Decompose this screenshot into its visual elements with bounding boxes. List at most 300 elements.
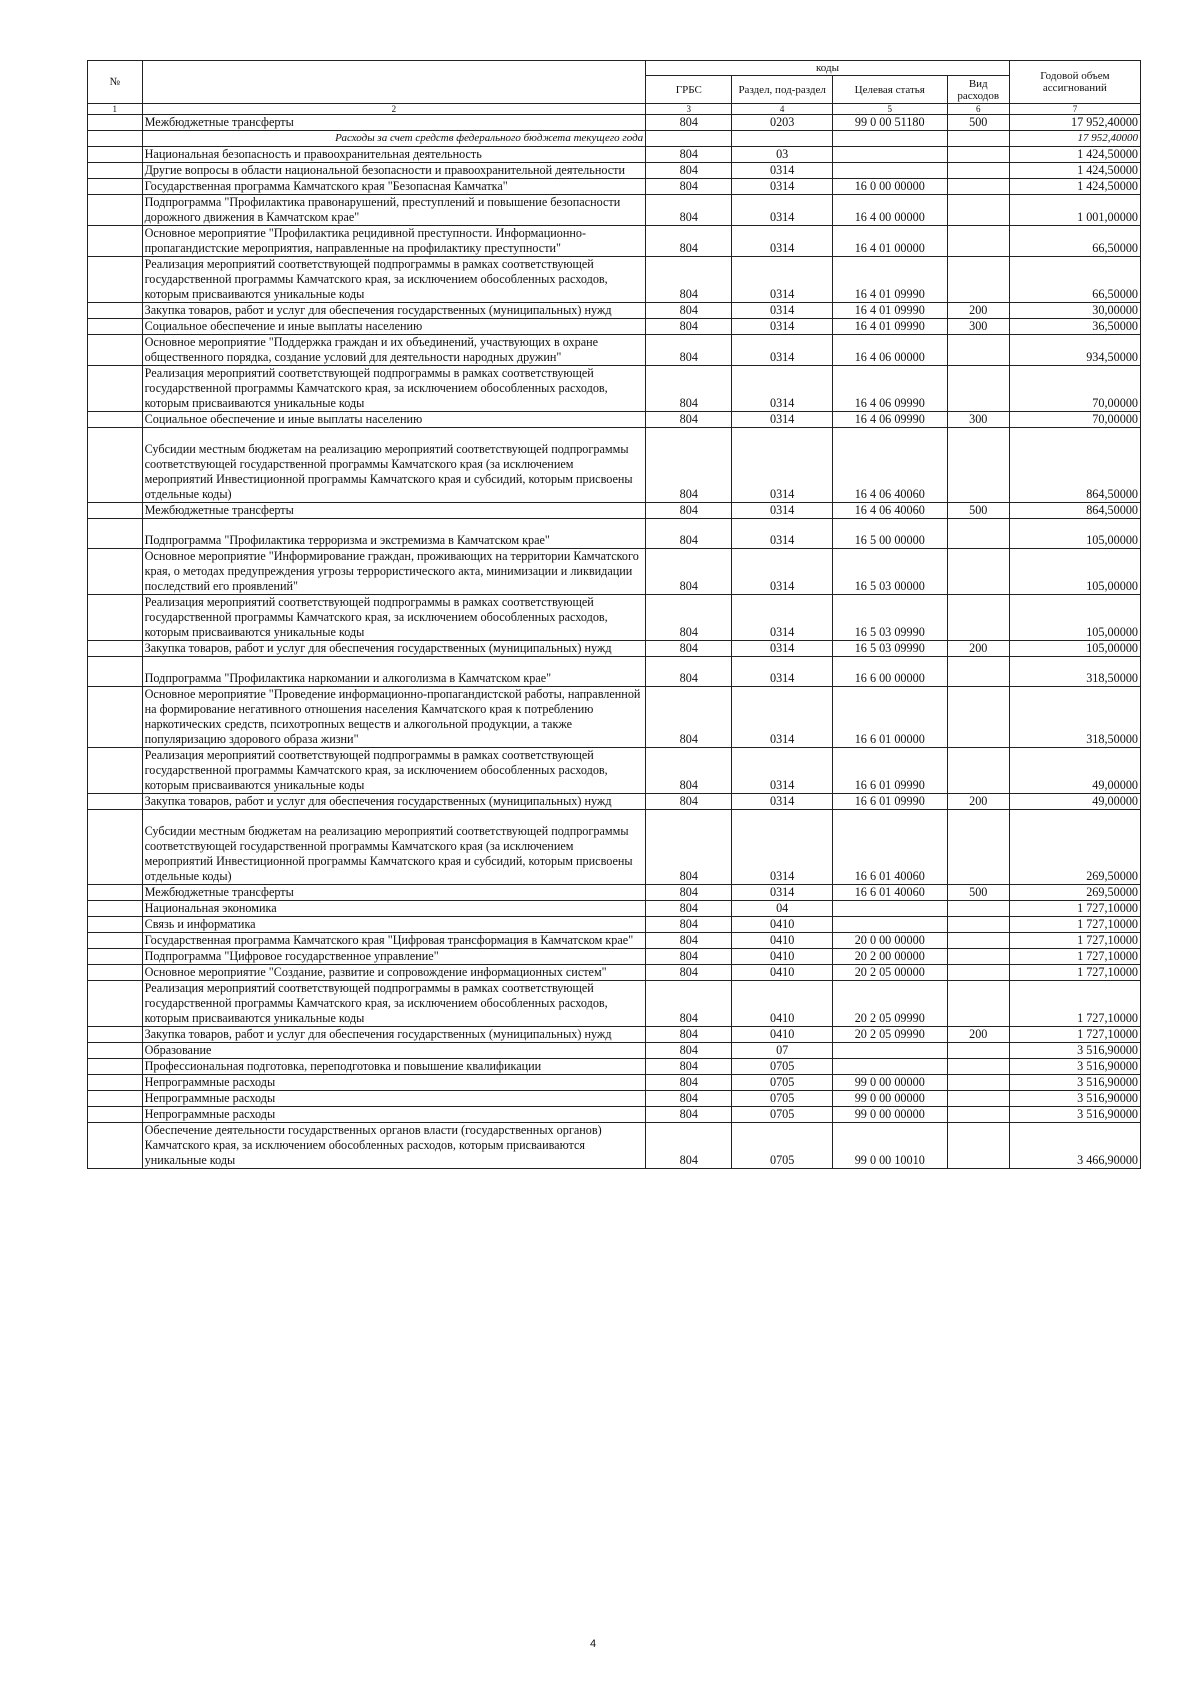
row-grbs-cell: 804 bbox=[646, 549, 732, 595]
row-number-cell bbox=[88, 319, 143, 335]
row-type-cell bbox=[947, 810, 1009, 885]
row-name-cell: Непрограммные расходы bbox=[142, 1091, 646, 1107]
row-name-cell: Социальное обеспечение и иные выплаты населению bbox=[142, 319, 646, 335]
header-amount: Годовой объем ассигнований bbox=[1009, 61, 1140, 104]
row-amount-cell: 269,50000 bbox=[1009, 810, 1140, 885]
column-number: 7 bbox=[1009, 104, 1140, 115]
row-name-cell: Реализация мероприятий соответствующей подпрограммы в рамках соответствующей государственной программы Камчатского края, за исключением обособленных расходов, которым присваиваются уникальные коды bbox=[142, 595, 646, 641]
row-target-cell: 16 4 01 09990 bbox=[832, 303, 947, 319]
row-section-cell: 0314 bbox=[732, 549, 832, 595]
row-grbs-cell: 804 bbox=[646, 519, 732, 549]
column-number: 6 bbox=[947, 104, 1009, 115]
table-row bbox=[88, 257, 1141, 303]
table-row bbox=[88, 794, 1141, 810]
row-number-cell bbox=[88, 1027, 143, 1043]
row-amount-cell: 3 516,90000 bbox=[1009, 1075, 1140, 1091]
row-name-cell: Государственная программа Камчатского края "Безопасная Камчатка" bbox=[142, 179, 646, 195]
row-target-cell: 16 6 01 40060 bbox=[832, 885, 947, 901]
row-number-cell bbox=[88, 428, 143, 503]
row-target-cell: 99 0 00 00000 bbox=[832, 1107, 947, 1123]
row-section-cell: 0314 bbox=[732, 366, 832, 412]
row-type-cell bbox=[947, 1075, 1009, 1091]
row-grbs-cell: 804 bbox=[646, 163, 732, 179]
row-amount-cell: 30,00000 bbox=[1009, 303, 1140, 319]
row-grbs-cell: 804 bbox=[646, 1107, 732, 1123]
row-section-cell: 04 bbox=[732, 901, 832, 917]
row-number-cell bbox=[88, 1091, 143, 1107]
row-number-cell bbox=[88, 1075, 143, 1091]
row-target-cell: 16 4 06 40060 bbox=[832, 503, 947, 519]
row-amount-cell: 105,00000 bbox=[1009, 549, 1140, 595]
row-amount-cell: 17 952,40000 bbox=[1009, 115, 1140, 131]
row-grbs-cell: 804 bbox=[646, 965, 732, 981]
table-row bbox=[88, 810, 1141, 885]
row-amount-cell: 3 516,90000 bbox=[1009, 1091, 1140, 1107]
row-target-cell: 16 6 00 00000 bbox=[832, 657, 947, 687]
row-amount-cell: 318,50000 bbox=[1009, 687, 1140, 748]
row-name-cell: Подпрограмма "Цифровое государственное управление" bbox=[142, 949, 646, 965]
row-amount-cell: 17 952,40000 bbox=[1009, 131, 1140, 147]
row-section-cell: 0705 bbox=[732, 1075, 832, 1091]
row-number-cell bbox=[88, 163, 143, 179]
row-amount-cell: 864,50000 bbox=[1009, 503, 1140, 519]
row-section-cell: 0314 bbox=[732, 163, 832, 179]
row-target-cell bbox=[832, 131, 947, 147]
row-type-cell bbox=[947, 519, 1009, 549]
column-number-row bbox=[88, 104, 1141, 115]
row-grbs-cell: 804 bbox=[646, 303, 732, 319]
row-amount-cell: 318,50000 bbox=[1009, 657, 1140, 687]
row-grbs-cell: 804 bbox=[646, 257, 732, 303]
row-name-cell: Социальное обеспечение и иные выплаты населению bbox=[142, 412, 646, 428]
row-target-cell: 16 6 01 09990 bbox=[832, 748, 947, 794]
row-section-cell: 0410 bbox=[732, 949, 832, 965]
row-type-cell bbox=[947, 1059, 1009, 1075]
row-type-cell bbox=[947, 933, 1009, 949]
row-target-cell: 99 0 00 10010 bbox=[832, 1123, 947, 1169]
row-grbs-cell: 804 bbox=[646, 366, 732, 412]
row-type-cell bbox=[947, 257, 1009, 303]
row-grbs-cell: 804 bbox=[646, 412, 732, 428]
row-name-cell: Непрограммные расходы bbox=[142, 1107, 646, 1123]
row-amount-cell: 49,00000 bbox=[1009, 748, 1140, 794]
row-amount-cell: 1 727,10000 bbox=[1009, 949, 1140, 965]
row-amount-cell: 1 727,10000 bbox=[1009, 981, 1140, 1027]
row-section-cell: 0705 bbox=[732, 1091, 832, 1107]
row-target-cell: 16 4 00 00000 bbox=[832, 195, 947, 226]
row-amount-cell: 269,50000 bbox=[1009, 885, 1140, 901]
row-type-cell: 200 bbox=[947, 303, 1009, 319]
table-row bbox=[88, 412, 1141, 428]
row-name-cell: Реализация мероприятий соответствующей подпрограммы в рамках соответствующей государственной программы Камчатского края, за исключением обособленных расходов, которым присваиваются уникальные коды bbox=[142, 981, 646, 1027]
row-target-cell: 16 6 01 00000 bbox=[832, 687, 947, 748]
row-name-cell: Подпрограмма "Профилактика правонарушений, преступлений и повышение безопасности дорожного движения в Камчатском крае" bbox=[142, 195, 646, 226]
row-grbs-cell: 804 bbox=[646, 595, 732, 641]
row-target-cell bbox=[832, 1043, 947, 1059]
row-section-cell: 0314 bbox=[732, 195, 832, 226]
table-row bbox=[88, 949, 1141, 965]
row-target-cell: 20 2 05 00000 bbox=[832, 965, 947, 981]
row-amount-cell: 3 516,90000 bbox=[1009, 1107, 1140, 1123]
row-section-cell: 0314 bbox=[732, 641, 832, 657]
row-type-cell bbox=[947, 147, 1009, 163]
row-grbs-cell: 804 bbox=[646, 981, 732, 1027]
table-row bbox=[88, 366, 1141, 412]
row-grbs-cell: 804 bbox=[646, 810, 732, 885]
row-name-cell: Реализация мероприятий соответствующей подпрограммы в рамках соответствующей государственной программы Камчатского края, за исключением обособленных расходов, которым присваиваются уникальные коды bbox=[142, 366, 646, 412]
row-amount-cell: 1 424,50000 bbox=[1009, 179, 1140, 195]
row-section-cell: 0314 bbox=[732, 226, 832, 257]
row-amount-cell: 1 727,10000 bbox=[1009, 917, 1140, 933]
row-grbs-cell: 804 bbox=[646, 503, 732, 519]
column-number: 2 bbox=[142, 104, 646, 115]
table-row bbox=[88, 1091, 1141, 1107]
row-name-cell: Основное мероприятие "Информирование граждан, проживающих на территории Камчатского края, о методах предупреждения угрозы террористического акта, минимизации и ликвидации последствий его проявлений" bbox=[142, 549, 646, 595]
row-name-cell: Субсидии местным бюджетам на реализацию мероприятий соответствующей подпрограммы соответствующей государственной программы Камчатского края (за исключением мероприятий Инвестиционной программы Камчатского края и субсидий, которым присвоены отдельные коды) bbox=[142, 428, 646, 503]
row-section-cell: 0314 bbox=[732, 335, 832, 366]
row-target-cell: 16 4 01 09990 bbox=[832, 319, 947, 335]
row-target-cell: 16 4 06 00000 bbox=[832, 335, 947, 366]
row-type-cell: 300 bbox=[947, 319, 1009, 335]
row-name-cell: Связь и информатика bbox=[142, 917, 646, 933]
table-row bbox=[88, 549, 1141, 595]
table-row bbox=[88, 428, 1141, 503]
row-name-cell: Закупка товаров, работ и услуг для обеспечения государственных (муниципальных) нужд bbox=[142, 641, 646, 657]
row-number-cell bbox=[88, 519, 143, 549]
table-row bbox=[88, 1027, 1141, 1043]
row-name-cell: Профессиональная подготовка, переподготовка и повышение квалификации bbox=[142, 1059, 646, 1075]
row-type-cell: 500 bbox=[947, 503, 1009, 519]
column-number: 3 bbox=[646, 104, 732, 115]
row-target-cell: 20 2 05 09990 bbox=[832, 1027, 947, 1043]
row-number-cell bbox=[88, 226, 143, 257]
row-name-cell: Непрограммные расходы bbox=[142, 1075, 646, 1091]
row-number-cell bbox=[88, 641, 143, 657]
row-type-cell bbox=[947, 949, 1009, 965]
row-target-cell: 16 4 06 09990 bbox=[832, 366, 947, 412]
row-amount-cell: 1 727,10000 bbox=[1009, 1027, 1140, 1043]
row-target-cell: 99 0 00 00000 bbox=[832, 1075, 947, 1091]
row-type-cell bbox=[947, 1107, 1009, 1123]
row-number-cell bbox=[88, 965, 143, 981]
header-codes: коды bbox=[646, 61, 1010, 76]
column-number: 4 bbox=[732, 104, 832, 115]
row-grbs-cell bbox=[646, 131, 732, 147]
row-target-cell bbox=[832, 163, 947, 179]
row-section-cell: 0314 bbox=[732, 748, 832, 794]
row-section-cell: 0410 bbox=[732, 1027, 832, 1043]
row-type-cell bbox=[947, 965, 1009, 981]
row-target-cell: 16 5 00 00000 bbox=[832, 519, 947, 549]
row-type-cell: 500 bbox=[947, 885, 1009, 901]
row-name-cell: Межбюджетные трансферты bbox=[142, 503, 646, 519]
row-target-cell: 16 6 01 40060 bbox=[832, 810, 947, 885]
row-type-cell bbox=[947, 1091, 1009, 1107]
table-row bbox=[88, 641, 1141, 657]
row-target-cell: 16 4 01 00000 bbox=[832, 226, 947, 257]
table-row bbox=[88, 335, 1141, 366]
row-section-cell: 0314 bbox=[732, 810, 832, 885]
row-name-cell: Национальная экономика bbox=[142, 901, 646, 917]
row-section-cell bbox=[732, 131, 832, 147]
row-section-cell: 0314 bbox=[732, 885, 832, 901]
table-row bbox=[88, 319, 1141, 335]
row-name-cell: Основное мероприятие "Поддержка граждан и их объединений, участвующих в охране общественного порядка, создание условий для деятельности народных дружин" bbox=[142, 335, 646, 366]
header-section: Раздел, под-раздел bbox=[732, 76, 832, 104]
row-amount-cell: 1 424,50000 bbox=[1009, 147, 1140, 163]
row-number-cell bbox=[88, 981, 143, 1027]
table-row bbox=[88, 503, 1141, 519]
row-number-cell bbox=[88, 549, 143, 595]
row-section-cell: 03 bbox=[732, 147, 832, 163]
row-number-cell bbox=[88, 257, 143, 303]
row-section-cell: 0314 bbox=[732, 428, 832, 503]
row-target-cell: 16 4 01 09990 bbox=[832, 257, 947, 303]
row-name-cell: Межбюджетные трансферты bbox=[142, 115, 646, 131]
row-target-cell bbox=[832, 1059, 947, 1075]
row-number-cell bbox=[88, 810, 143, 885]
table-row bbox=[88, 1043, 1141, 1059]
row-name-cell: Подпрограмма "Профилактика наркомании и алкоголизма в Камчатском крае" bbox=[142, 657, 646, 687]
row-type-cell bbox=[947, 748, 1009, 794]
row-section-cell: 0314 bbox=[732, 503, 832, 519]
row-number-cell bbox=[88, 901, 143, 917]
page-number: 4 bbox=[590, 1638, 597, 1650]
row-type-cell bbox=[947, 595, 1009, 641]
row-grbs-cell: 804 bbox=[646, 195, 732, 226]
table-row bbox=[88, 687, 1141, 748]
row-type-cell bbox=[947, 335, 1009, 366]
row-section-cell: 0410 bbox=[732, 981, 832, 1027]
row-type-cell bbox=[947, 428, 1009, 503]
row-name-cell: Другие вопросы в области национальной безопасности и правоохранительной деятельности bbox=[142, 163, 646, 179]
row-number-cell bbox=[88, 657, 143, 687]
row-number-cell bbox=[88, 1123, 143, 1169]
row-amount-cell: 66,50000 bbox=[1009, 257, 1140, 303]
row-number-cell bbox=[88, 115, 143, 131]
row-grbs-cell: 804 bbox=[646, 179, 732, 195]
header-type: Вид расходов bbox=[947, 76, 1009, 104]
row-amount-cell: 3 466,90000 bbox=[1009, 1123, 1140, 1169]
row-grbs-cell: 804 bbox=[646, 1091, 732, 1107]
row-type-cell bbox=[947, 226, 1009, 257]
row-target-cell bbox=[832, 917, 947, 933]
table-row bbox=[88, 981, 1141, 1027]
row-amount-cell: 1 727,10000 bbox=[1009, 933, 1140, 949]
table-row bbox=[88, 595, 1141, 641]
table-row bbox=[88, 115, 1141, 131]
row-number-cell bbox=[88, 933, 143, 949]
row-section-cell: 0314 bbox=[732, 657, 832, 687]
table-row bbox=[88, 965, 1141, 981]
row-number-cell bbox=[88, 748, 143, 794]
header-name bbox=[142, 61, 646, 104]
row-target-cell bbox=[832, 147, 947, 163]
row-type-cell: 200 bbox=[947, 794, 1009, 810]
row-section-cell: 0314 bbox=[732, 319, 832, 335]
row-amount-cell: 105,00000 bbox=[1009, 641, 1140, 657]
row-type-cell bbox=[947, 1123, 1009, 1169]
row-type-cell bbox=[947, 981, 1009, 1027]
row-grbs-cell: 804 bbox=[646, 917, 732, 933]
row-amount-cell: 3 516,90000 bbox=[1009, 1059, 1140, 1075]
table-body bbox=[88, 115, 1141, 1169]
row-type-cell: 500 bbox=[947, 115, 1009, 131]
row-section-cell: 0410 bbox=[732, 965, 832, 981]
row-grbs-cell: 804 bbox=[646, 885, 732, 901]
row-amount-cell: 3 516,90000 bbox=[1009, 1043, 1140, 1059]
row-section-cell: 07 bbox=[732, 1043, 832, 1059]
row-number-cell bbox=[88, 1059, 143, 1075]
table-row bbox=[88, 917, 1141, 933]
row-target-cell: 16 4 06 09990 bbox=[832, 412, 947, 428]
table-row bbox=[88, 1075, 1141, 1091]
row-amount-cell: 66,50000 bbox=[1009, 226, 1140, 257]
row-number-cell bbox=[88, 949, 143, 965]
row-type-cell bbox=[947, 657, 1009, 687]
row-grbs-cell: 804 bbox=[646, 1123, 732, 1169]
row-target-cell: 16 5 03 09990 bbox=[832, 641, 947, 657]
row-section-cell: 0314 bbox=[732, 179, 832, 195]
row-number-cell bbox=[88, 195, 143, 226]
table-row bbox=[88, 179, 1141, 195]
row-name-cell: Образование bbox=[142, 1043, 646, 1059]
row-type-cell bbox=[947, 917, 1009, 933]
row-name-cell: Государственная программа Камчатского края "Цифровая трансформация в Камчатском крае" bbox=[142, 933, 646, 949]
table-row bbox=[88, 147, 1141, 163]
row-section-cell: 0314 bbox=[732, 257, 832, 303]
row-number-cell bbox=[88, 1107, 143, 1123]
row-grbs-cell: 804 bbox=[646, 748, 732, 794]
row-amount-cell: 1 727,10000 bbox=[1009, 965, 1140, 981]
row-amount-cell: 864,50000 bbox=[1009, 428, 1140, 503]
row-number-cell bbox=[88, 412, 143, 428]
row-number-cell bbox=[88, 1043, 143, 1059]
row-type-cell bbox=[947, 195, 1009, 226]
row-type-cell bbox=[947, 179, 1009, 195]
row-amount-cell: 36,50000 bbox=[1009, 319, 1140, 335]
row-type-cell bbox=[947, 1043, 1009, 1059]
budget-table bbox=[87, 60, 1141, 1169]
row-grbs-cell: 804 bbox=[646, 428, 732, 503]
row-section-cell: 0314 bbox=[732, 687, 832, 748]
row-number-cell bbox=[88, 147, 143, 163]
table-row bbox=[88, 1059, 1141, 1075]
row-type-cell: 300 bbox=[947, 412, 1009, 428]
row-section-cell: 0314 bbox=[732, 794, 832, 810]
row-amount-cell: 70,00000 bbox=[1009, 412, 1140, 428]
row-grbs-cell: 804 bbox=[646, 687, 732, 748]
row-number-cell bbox=[88, 885, 143, 901]
row-type-cell bbox=[947, 901, 1009, 917]
row-section-cell: 0314 bbox=[732, 519, 832, 549]
row-section-cell: 0314 bbox=[732, 412, 832, 428]
row-name-cell: Реализация мероприятий соответствующей подпрограммы в рамках соответствующей государственной программы Камчатского края, за исключением обособленных расходов, которым присваиваются уникальные коды bbox=[142, 748, 646, 794]
row-type-cell: 200 bbox=[947, 1027, 1009, 1043]
row-type-cell bbox=[947, 163, 1009, 179]
row-target-cell: 20 0 00 00000 bbox=[832, 933, 947, 949]
row-number-cell bbox=[88, 503, 143, 519]
row-target-cell: 16 0 00 00000 bbox=[832, 179, 947, 195]
row-section-cell: 0410 bbox=[732, 917, 832, 933]
row-number-cell bbox=[88, 687, 143, 748]
row-target-cell: 99 0 00 51180 bbox=[832, 115, 947, 131]
row-name-cell: Основное мероприятие "Проведение информационно-пропагандистской работы, направленной на формирование негативного отношения населения Камчатского края к потреблению наркотических средств, психотропных веществ и алкогольной продукции, а также популяризацию здорового образа жизни" bbox=[142, 687, 646, 748]
row-grbs-cell: 804 bbox=[646, 115, 732, 131]
row-grbs-cell: 804 bbox=[646, 1027, 732, 1043]
row-name-cell: Расходы за счет средств федерального бюджета текущего года bbox=[142, 131, 646, 147]
row-type-cell bbox=[947, 687, 1009, 748]
row-section-cell: 0314 bbox=[732, 595, 832, 641]
row-grbs-cell: 804 bbox=[646, 1059, 732, 1075]
row-name-cell: Подпрограмма "Профилактика терроризма и экстремизма в Камчатском крае" bbox=[142, 519, 646, 549]
row-grbs-cell: 804 bbox=[646, 335, 732, 366]
header-row-1 bbox=[88, 61, 1141, 76]
row-grbs-cell: 804 bbox=[646, 794, 732, 810]
row-name-cell: Закупка товаров, работ и услуг для обеспечения государственных (муниципальных) нужд bbox=[142, 1027, 646, 1043]
row-amount-cell: 1 424,50000 bbox=[1009, 163, 1140, 179]
row-amount-cell: 934,50000 bbox=[1009, 335, 1140, 366]
row-section-cell: 0705 bbox=[732, 1123, 832, 1169]
row-number-cell bbox=[88, 179, 143, 195]
table-row bbox=[88, 131, 1141, 147]
row-type-cell bbox=[947, 549, 1009, 595]
row-number-cell bbox=[88, 794, 143, 810]
row-section-cell: 0203 bbox=[732, 115, 832, 131]
row-number-cell bbox=[88, 917, 143, 933]
row-grbs-cell: 804 bbox=[646, 1043, 732, 1059]
row-amount-cell: 105,00000 bbox=[1009, 519, 1140, 549]
row-grbs-cell: 804 bbox=[646, 226, 732, 257]
table-row bbox=[88, 303, 1141, 319]
row-type-cell: 200 bbox=[947, 641, 1009, 657]
row-target-cell: 16 4 06 40060 bbox=[832, 428, 947, 503]
header-target: Целевая статья bbox=[832, 76, 947, 104]
row-target-cell: 16 5 03 09990 bbox=[832, 595, 947, 641]
row-grbs-cell: 804 bbox=[646, 901, 732, 917]
header-grbs: ГРБС bbox=[646, 76, 732, 104]
row-section-cell: 0410 bbox=[732, 933, 832, 949]
table-row bbox=[88, 748, 1141, 794]
row-amount-cell: 49,00000 bbox=[1009, 794, 1140, 810]
row-type-cell bbox=[947, 131, 1009, 147]
row-target-cell: 20 2 00 00000 bbox=[832, 949, 947, 965]
row-amount-cell: 1 727,10000 bbox=[1009, 901, 1140, 917]
row-type-cell bbox=[947, 366, 1009, 412]
row-name-cell: Обеспечение деятельности государственных органов власти (государственных органов) Камчатского края, за исключением обособленных расходов, которым присваиваются уникальные коды bbox=[142, 1123, 646, 1169]
column-number: 5 bbox=[832, 104, 947, 115]
row-amount-cell: 70,00000 bbox=[1009, 366, 1140, 412]
row-name-cell: Закупка товаров, работ и услуг для обеспечения государственных (муниципальных) нужд bbox=[142, 794, 646, 810]
row-name-cell: Реализация мероприятий соответствующей подпрограммы в рамках соответствующей государственной программы Камчатского края, за исключением обособленных расходов, которым присваиваются уникальные коды bbox=[142, 257, 646, 303]
table-row bbox=[88, 519, 1141, 549]
row-target-cell bbox=[832, 901, 947, 917]
row-grbs-cell: 804 bbox=[646, 319, 732, 335]
row-target-cell: 99 0 00 00000 bbox=[832, 1091, 947, 1107]
table-row bbox=[88, 885, 1141, 901]
row-section-cell: 0705 bbox=[732, 1107, 832, 1123]
row-target-cell: 16 5 03 00000 bbox=[832, 549, 947, 595]
table-row bbox=[88, 933, 1141, 949]
table-row bbox=[88, 657, 1141, 687]
row-name-cell: Основное мероприятие "Профилактика рецидивной преступности. Информационно-пропагандистские мероприятия, направленные на профилактику преступности" bbox=[142, 226, 646, 257]
table-row bbox=[88, 195, 1141, 226]
table-row bbox=[88, 1123, 1141, 1169]
row-target-cell: 16 6 01 09990 bbox=[832, 794, 947, 810]
row-name-cell: Закупка товаров, работ и услуг для обеспечения государственных (муниципальных) нужд bbox=[142, 303, 646, 319]
table-row bbox=[88, 901, 1141, 917]
row-name-cell: Национальная безопасность и правоохранительная деятельность bbox=[142, 147, 646, 163]
